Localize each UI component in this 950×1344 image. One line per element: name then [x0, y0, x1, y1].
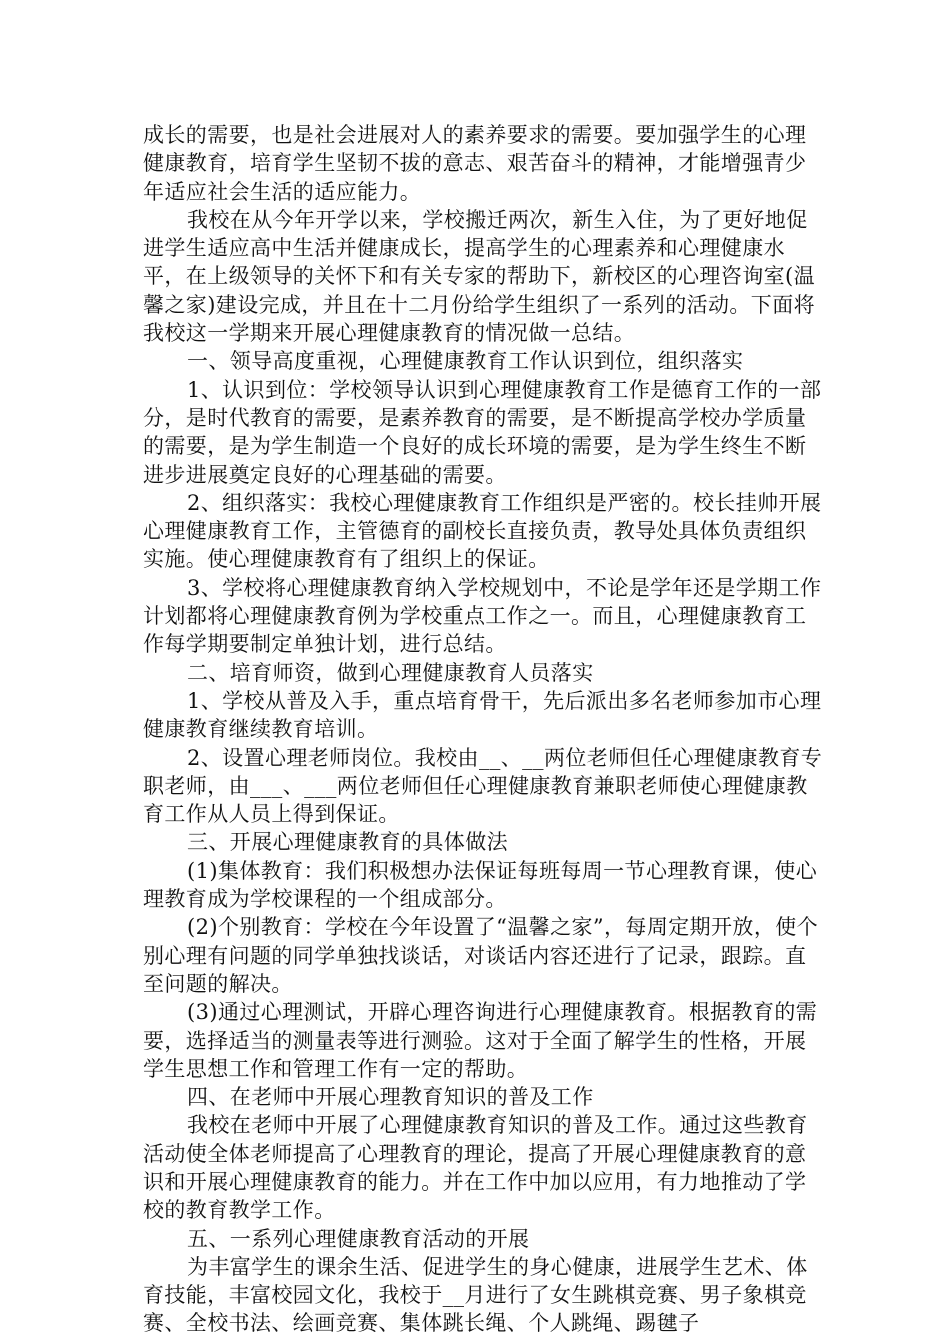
paragraph-1-2: 2、组织落实：我校心理健康教育工作组织是严密的。校长挂帅开展心理健康教育工作，主管德育的副校长直接负责，教导处具体负责组织实施。使心理健康教育有了组织上的保证。	[143, 490, 822, 572]
section-heading-5: 五、一系列心理健康教育活动的开展	[187, 1226, 530, 1251]
paragraph-3-1: (1)集体教育：我们积极想办法保证每班每周一节心理教育课，使心理教育成为学校课程的一个组成部分。	[143, 858, 818, 912]
document-body	[143, 121, 823, 1338]
paragraph-5-1: 为丰富学生的课余生活、促进学生的身心健康，进展学生艺术、体育技能，丰富校园文化，我校于__月进行了女生跳棋竞赛、男子象棋竞赛、全校书法、绘画竞赛、集体跳长绳、个人跳绳、踢毽子	[143, 1254, 808, 1336]
paragraph-2-2: 2、设置心理老师岗位。我校由__、__两位老师但任心理健康教育专职老师，由___、___两位老师但任心理健康教育兼职老师使心理健康教育工作从人员上得到保证。	[143, 745, 823, 827]
paragraph-2-1: 1、学校从普及入手，重点培育骨干，先后派出多名老师参加市心理健康教育继续教育培训。	[143, 688, 822, 742]
paragraph-continuation: 成长的需要，也是社会进展对人的素养要求的需要。要加强学生的心理健康教育，培育学生坚韧不拔的意志、艰苦奋斗的精神，才能增强青少年适应社会生活的适应能力。	[143, 123, 807, 204]
paragraph-1-3: 3、学校将心理健康教育纳入学校规划中，不论是学年还是学期工作计划都将心理健康教育例为学校重点工作之一。而且，心理健康教育工作每学期要制定单独计划，进行总结。	[143, 575, 822, 657]
paragraph-3-3: (3)通过心理测试，开辟心理咨询进行心理健康教育。根据教育的需要，选择适当的测量表等进行测验。这对于全面了解学生的性格，开展学生思想工作和管理工作有一定的帮助。	[143, 1000, 818, 1081]
section-heading-3: 三、开展心理健康教育的具体做法	[187, 830, 508, 855]
paragraph-3-2: (2)个别教育：学校在今年设置了“温馨之家”，每周定期开放，使个别心理有问题的同学单独找谈话，对谈话内容还进行了记录，跟踪。直至问题的解决。	[143, 915, 819, 996]
paragraph-intro: 我校在从今年开学以来，学校搬迁两次，新生入住，为了更好地促进学生适应高中生活并健康成长，提高学生的心理素养和心理健康水平，在上级领导的关怀下和有关专家的帮助下，新校区的心理咨询室(温馨之家)建设完成，并且在十二月份给学生组织了一系列的活动。下面将我校这一学期来开展心理健康教育的情况做一总结。	[143, 207, 815, 346]
paragraph-1-1: 1、认识到位：学校领导认识到心理健康教育工作是德育工作的一部分，是时代教育的需要，是素养教育的需要，是不断提高学校办学质量的需要，是为学生制造一个良好的成长环境的需要，是为学生终生不断进步进展奠定良好的心理基础的需要。	[143, 377, 822, 487]
section-heading-4: 四、在老师中开展心理教育知识的普及工作	[187, 1085, 594, 1110]
paragraph-4-1: 我校在老师中开展了心理健康教育知识的普及工作。通过这些教育活动使全体老师提高了心理教育的理论，提高了开展心理健康教育的意识和开展心理健康教育的能力。并在工作中加以应用，有力地推动了学校的教育教学工作。	[143, 1113, 808, 1223]
section-heading-1: 一、领导高度重视，心理健康教育工作认识到位，组织落实	[187, 349, 744, 374]
section-heading-2: 二、培育师资，做到心理健康教育人员落实	[187, 660, 594, 685]
